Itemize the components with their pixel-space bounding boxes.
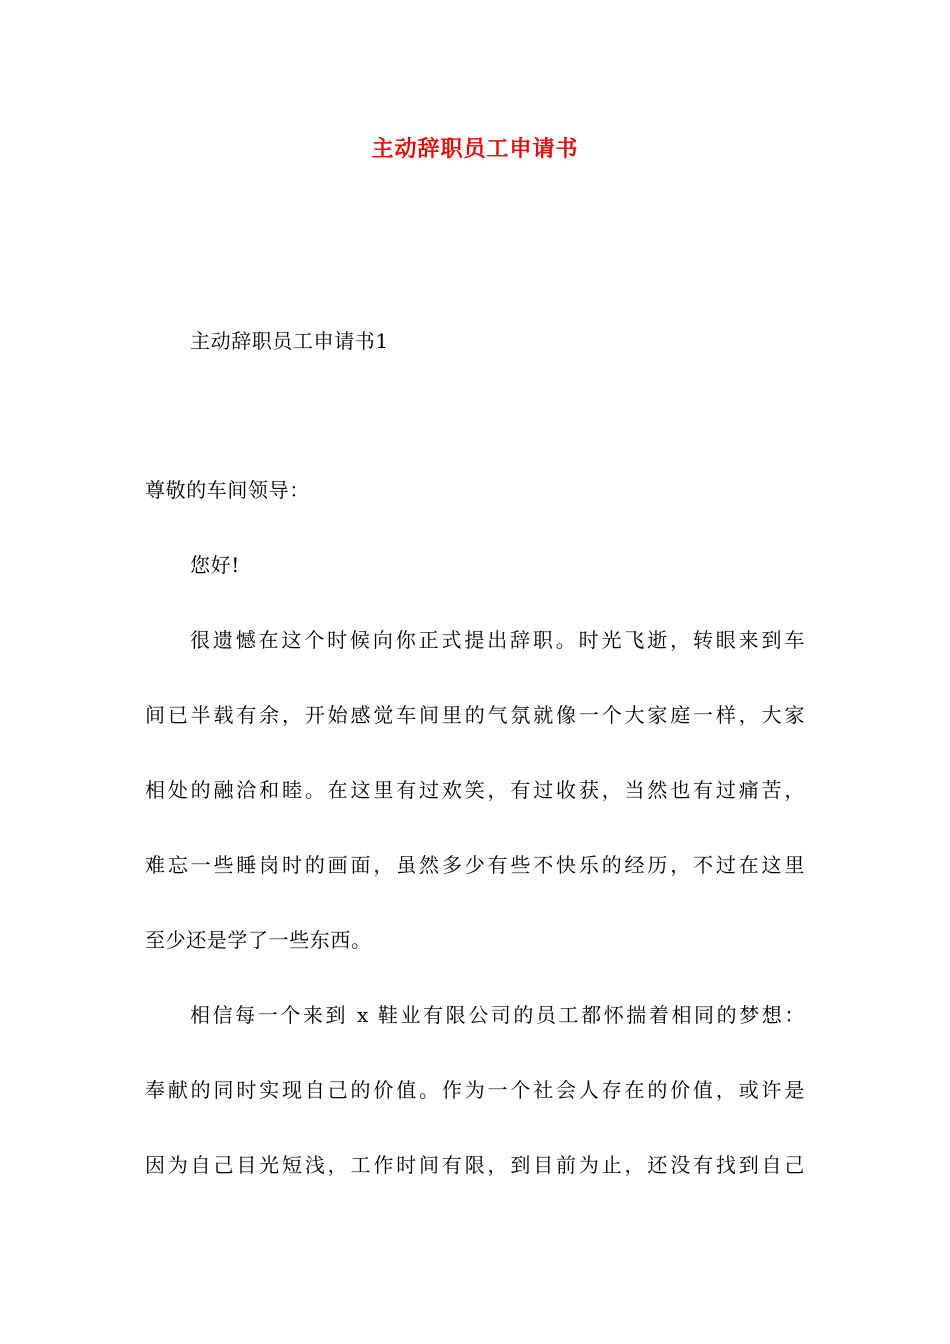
salutation: 尊敬的车间领导： — [145, 478, 310, 502]
greeting: 您好! — [190, 553, 240, 577]
paragraph-line: 相处的融洽和睦。在这里有过欢笑，有过收获，当然也有过痛苦， — [145, 778, 805, 802]
section-heading: 主动辞职员工申请书1 — [190, 329, 389, 353]
paragraph-line: 奉献的同时实现自己的价值。作为一个社会人存在的价值，或许是 — [145, 1078, 805, 1102]
paragraph-line: 因为自己目光短浅，工作时间有限，到目前为止，还没有找到自己 — [145, 1153, 805, 1177]
paragraph-line: 难忘一些睡岗时的画面，虽然多少有些不快乐的经历，不过在这里 — [145, 853, 805, 877]
paragraph-line: 很遗憾在这个时候向你正式提出辞职。时光飞逝，转眼来到车 — [190, 628, 805, 652]
paragraph-line: 至少还是学了一些东西。 — [145, 928, 372, 952]
document-title: 主动辞职员工申请书 — [371, 136, 579, 162]
paragraph-line: 相信每一个来到 x 鞋业有限公司的员工都怀揣着相同的梦想： — [190, 1003, 805, 1027]
paragraph-line: 间已半载有余，开始感觉车间里的气氛就像一个大家庭一样，大家 — [145, 703, 805, 727]
